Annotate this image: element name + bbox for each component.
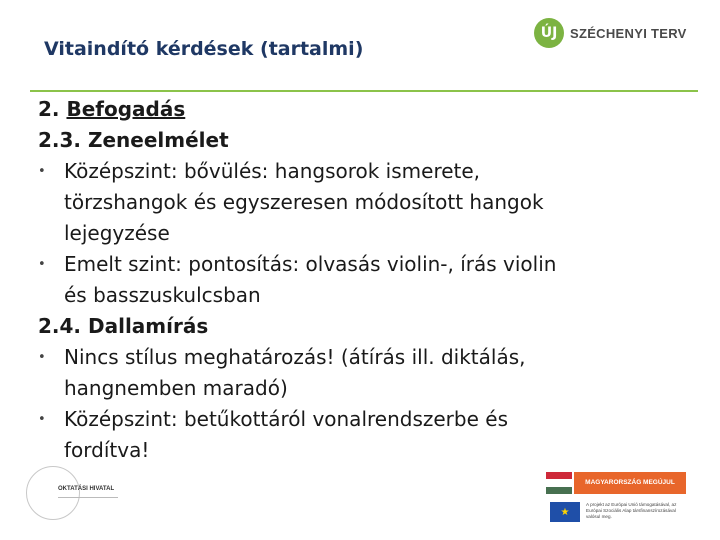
header-divider <box>30 90 698 92</box>
list-item-continuation: lejegyzése <box>64 221 170 245</box>
heading-dallamiras: 2.4. Dallamírás <box>38 314 209 338</box>
szechenyi-terv-logo <box>534 18 704 58</box>
list-item-continuation: törzshangok és egyszeresen módosított hangok <box>64 190 544 214</box>
list-item-text: Középszint: betűkottáról vonalrendszerbe és <box>64 407 508 431</box>
bullet-icon: • <box>38 257 46 272</box>
list-item-continuation: és basszuskulcsban <box>64 283 261 307</box>
oktatasi-hivatal-logo-text: OKTATÁSI HIVATAL <box>58 486 115 492</box>
list-item-continuation: hangnemben maradó) <box>64 376 288 400</box>
list-item <box>38 249 698 280</box>
flag-stripe-white <box>546 479 572 486</box>
heading-number: 2. <box>38 97 60 121</box>
szechenyi-logo-text: SZÉCHENYI TERV <box>570 26 687 41</box>
list-item <box>38 156 698 187</box>
list-item-continuation: fordítva! <box>64 438 150 462</box>
eu-support-text: A projekt az Európai Unió támogatásával, az Európai Szociális Alap társfinanszírozásával valósul meg. <box>586 502 677 519</box>
heading-befogadas-text: Befogadás <box>66 97 186 121</box>
magyarorszag-megujul-bar: MAGYARORSZÁG MEGÚJUL <box>574 472 686 494</box>
szechenyi-logo-mark: ÚJ <box>534 18 564 48</box>
heading-befogadas <box>38 94 698 125</box>
slide-title: Vitaindító kérdések (tartalmi) <box>44 38 364 60</box>
bullet-icon: • <box>38 350 46 365</box>
bullet-icon: • <box>38 164 46 179</box>
heading-zeneelmelet: 2.3. Zeneelmélet <box>38 128 229 152</box>
oktatasi-hivatal-logo-circle <box>26 466 80 520</box>
slide-body <box>38 94 698 466</box>
list-item-text: Nincs stílus meghatározás! (átírás ill. diktálás, <box>64 345 526 369</box>
flag-stripe-green <box>546 487 572 494</box>
magyarorszag-megujul-logo <box>546 470 686 528</box>
oktatasi-hivatal-logo-line <box>58 497 118 498</box>
bullet-icon: • <box>38 412 46 427</box>
list-item <box>38 404 698 435</box>
hungarian-flag-icon <box>546 472 572 494</box>
flag-stripe-red <box>546 472 572 479</box>
list-item-text: Emelt szint: pontosítás: olvasás violin-, írás violin <box>64 252 557 276</box>
eu-flag-icon: ★ <box>550 502 580 522</box>
list-item <box>38 342 698 373</box>
list-item-text: Középszint: bővülés: hangsorok ismerete, <box>64 159 481 183</box>
